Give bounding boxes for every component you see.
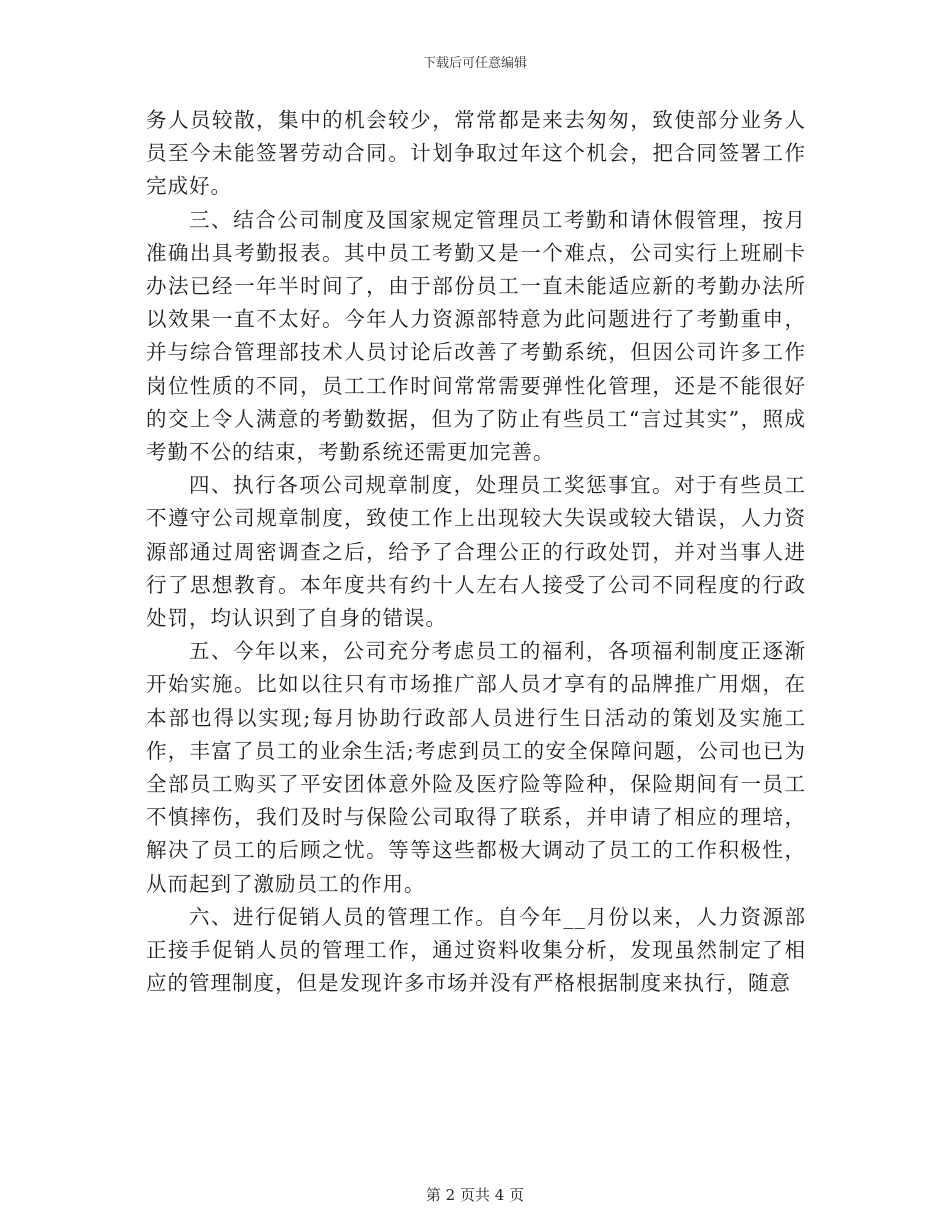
paragraph: 三、结合公司制度及国家规定管理员工考勤和请休假管理，按月准确出具考勤报表。其中员工考勤又是一个难点，公司实行上班刷卡办法已经一年半时间了，由于部份员工一直未能适应新的考勤办法所以效果一直不太好。今年人力资源部特意为此问题进行了考勤重申，并与综合管理部技术人员讨论后改善了考勤系统，但因公司许多工作岗位性质的不同，员工工作时间常常需要弹性化管理，还是不能很好的交上令人满意的考勤数据，但为了防止有些员工“言过其实”，照成考勤不公的结束，考勤系统还需更加完善。	[146, 207, 806, 465]
paragraph: 五、今年以来，公司充分考虑员工的福利，各项福利制度正逐渐开始实施。比如以往只有市场推广部人员才享有的品牌推广用烟，在本部也得以实现;每月协助行政部人员进行生日活动的策划及实施工作，丰富了员工的业余生活;考虑到员工的安全保障问题，公司也已为全部员工购买了平安团体意外险及医疗险等险种，保险期间有一员工不慎摔伤，我们及时与保险公司取得了联系，并申请了相应的理培，解决了员工的后顾之忧。等等这些都极大调动了员工的工作积极性，从而起到了激励员工的作用。	[146, 639, 806, 896]
document-body	[146, 104, 806, 1000]
paragraph: 六、进行促销人员的管理工作。自今年__月份以来，人力资源部正接手促销人员的管理工作，通过资料收集分析，发现虽然制定了相应的管理制度，但是发现许多市场并没有严格根据制度来执行，随意	[146, 904, 806, 996]
page-number: 第 2 页共 4 页	[425, 1186, 525, 1204]
paragraph: 四、执行各项公司规章制度，处理员工奖惩事宜。对于有些员工不遵守公司规章制度，致使工作上出现较大失误或较大错误，人力资源部通过周密调查之后，给予了合理公正的行政处罚，并对当事人进行了思想教育。本年度共有约十人左右人接受了公司不同程度的行政处罚，均认识到了自身的错误。	[146, 473, 806, 631]
paragraph: 务人员较散，集中的机会较少，常常都是来去匆匆，致使部分业务人员至今未能签署劳动合同。计划争取过年这个机会，把合同签署工作完成好。	[146, 108, 806, 199]
page-header: 下载后可任意编辑	[422, 56, 527, 71]
